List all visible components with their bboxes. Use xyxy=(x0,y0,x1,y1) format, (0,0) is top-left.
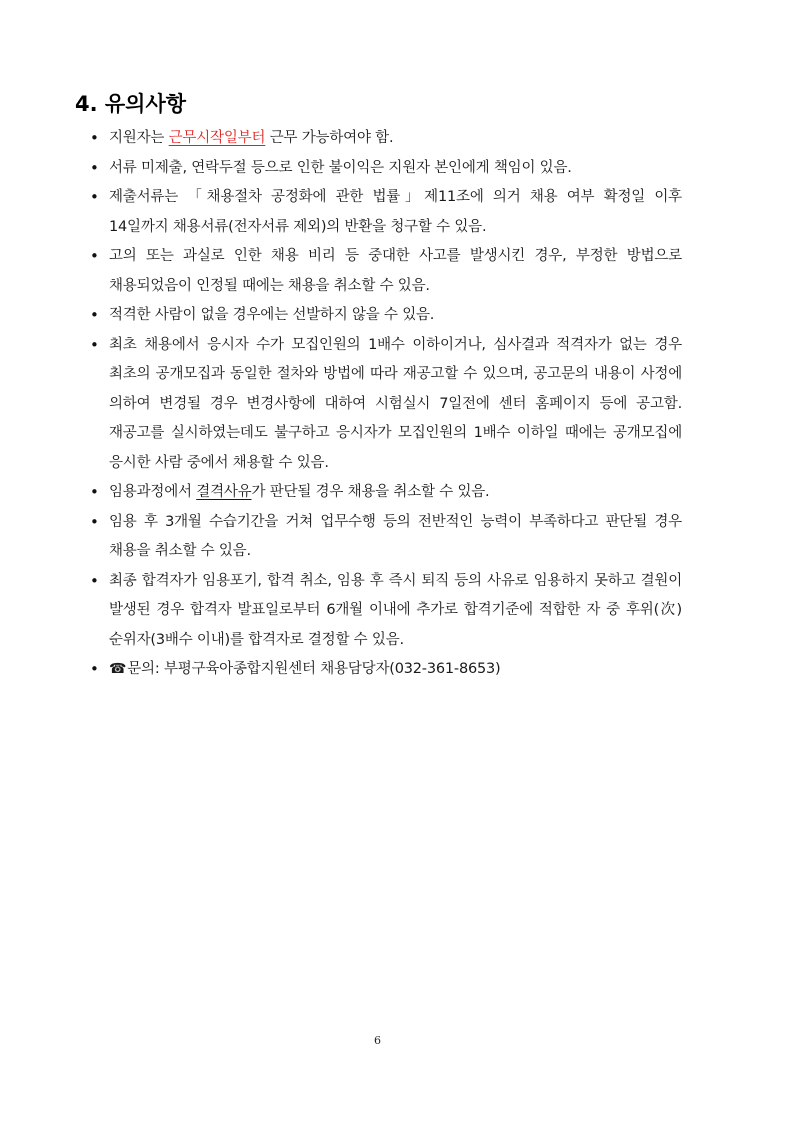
underlined-text: 결격사유 xyxy=(196,484,252,500)
notice-item-document-return: • 제출서류는 「채용절차 공정화에 관한 법률」제11조에 의거 채용 여부 확정일 이후 14일까지 채용서류(전자서류 제외)의 반환을 청구할 수 있음. xyxy=(88,183,682,242)
notice-item-text: 지원자는 xyxy=(109,130,169,146)
notice-item-no-selection: • 적격한 사람이 없을 경우에는 선발하지 않을 수 있음. xyxy=(88,301,682,331)
notice-item-additional-pass: • 최종 합격자가 임용포기, 합격 취소, 임용 후 즉시 퇴직 등의 사유로 임용하지 못하고 결원이 발생된 경우 합격자 발표일로부터 6개월 이내에 추가로 합격기준에 적합한 자 중 후위(次) 순위자(3배수 이내)를 합격자로 결정할 수 있음. xyxy=(88,567,682,656)
notice-item-documents: • 서류 미제출, 연락두절 등으로 인한 불이익은 지원자 본인에게 책임이 있음. xyxy=(88,154,682,184)
notice-item-contact xyxy=(88,655,682,685)
notice-item-disqualification xyxy=(88,478,682,508)
section-title: 4. 유의사항 xyxy=(75,92,187,116)
contact-text: 문의: 부평구육아종합지원센터 채용담당자(032-361-8653) xyxy=(127,661,501,677)
notice-list xyxy=(88,124,682,685)
notice-item-misconduct: • 고의 또는 과실로 인한 채용 비리 등 중대한 사고를 발생시킨 경우, 부정한 방법으로 채용되었음이 인정될 때에는 채용을 취소할 수 있음. xyxy=(88,242,682,301)
notice-item-re-announcement: • 최초 채용에서 응시자 수가 모집인원의 1배수 이하이거나, 심사결과 적격자가 없는 경우 최초의 공개모집과 동일한 절차와 방법에 따라 재공고할 수 있으며, 공고문의 내용이 사정에 의하여 변경될 경우 변경사항에 대하여 시험실시 7일전에 센터 홈페이지 등에 공고함. 재공고를 실시하였는데도 불구하고 응시자가 모집인원의 1배수 이하일 때에는 공개모집에 응시한 사람 중에서 채용할 수 있음. xyxy=(88,331,682,479)
notice-item-probation: • 임용 후 3개월 수습기간을 거쳐 업무수행 등의 전반적인 능력이 부족하다고 판단될 경우 채용을 취소할 수 있음. xyxy=(88,508,682,567)
notice-item-work-start xyxy=(88,124,682,154)
notice-item-text: 가 판단될 경우 채용을 취소할 수 있음. xyxy=(251,484,490,500)
notice-item-text: 근무 가능하여야 함. xyxy=(265,130,394,146)
page-number: 6 xyxy=(374,1034,381,1047)
notice-item-text: 임용과정에서 xyxy=(109,484,197,500)
phone-icon: ☎ xyxy=(109,661,127,677)
highlighted-text: 근무시작일부터 xyxy=(168,130,266,146)
